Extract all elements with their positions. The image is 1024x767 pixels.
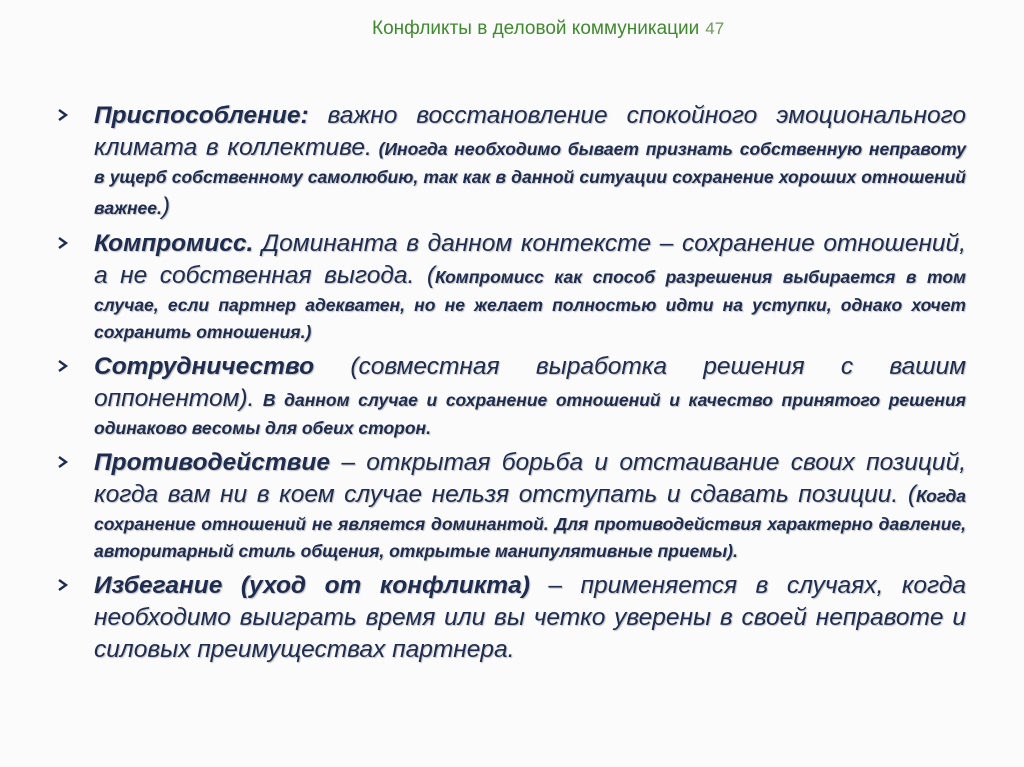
chevron-right-icon	[56, 578, 74, 596]
list-item	[56, 447, 966, 565]
chevron-right-icon	[56, 359, 74, 377]
slide-header	[372, 18, 724, 40]
paragraph	[94, 447, 966, 565]
list-item	[56, 100, 966, 223]
main-text: важно восстановление спокойного эмоционального климата в коллективе.	[94, 102, 966, 161]
paragraph	[94, 100, 966, 223]
term: Противодействие	[94, 449, 330, 476]
term: Избегание (уход от конфликта)	[94, 572, 530, 599]
bullet-list	[56, 100, 966, 671]
slide-title: Конфликты в деловой коммуникации	[372, 18, 700, 39]
list-item	[56, 351, 966, 442]
main-text: Доминанта в данном контексте – сохранение отношений, а не собственная выгода. (	[94, 230, 966, 289]
paragraph	[94, 570, 966, 666]
list-item	[56, 570, 966, 666]
note-text: Компромисс как способ разрешения выбирается в том случае, если партнер адекватен, но не желает полностью идти на уступки, однако хочет сохранить отношения.)	[94, 267, 966, 342]
chevron-right-icon	[56, 108, 74, 126]
chevron-right-icon	[56, 236, 74, 254]
term: Приспособление:	[94, 102, 309, 129]
paragraph	[94, 228, 966, 346]
closing-text: )	[161, 193, 171, 220]
page-number: 47	[705, 19, 725, 38]
term: Сотрудничество	[94, 353, 315, 380]
list-item	[56, 228, 966, 346]
main-text: – открытая борьба и отстаивание своих позиций, когда вам ни в коем случае нельзя отступать и сдавать позиции. (	[94, 449, 966, 508]
main-text: (совместная выработка решения с вашим оппонентом).	[94, 353, 966, 412]
paragraph	[94, 351, 966, 442]
main-text: – применяется в случаях, когда необходимо выиграть время или вы четко уверены в своей неправоте и силовых преимуществах партнера.	[94, 572, 966, 663]
note-text: Когда сохранение отношений не является доминантой. Для противодействия характерно давление, авторитарный стиль общения, открытые манипулятивные приемы).	[94, 486, 966, 561]
note-text: (Иногда необходимо бывает признать собственную неправоту в ущерб собственному самолюбию, так как в данной ситуации сохранение хороших отношений важнее.	[94, 139, 966, 218]
note-text: В данном случае и сохранение отношений и качество принятого решения одинаково весомы для обеих сторон.	[94, 390, 966, 438]
chevron-right-icon	[56, 455, 74, 473]
term: Компромисс.	[94, 230, 254, 257]
